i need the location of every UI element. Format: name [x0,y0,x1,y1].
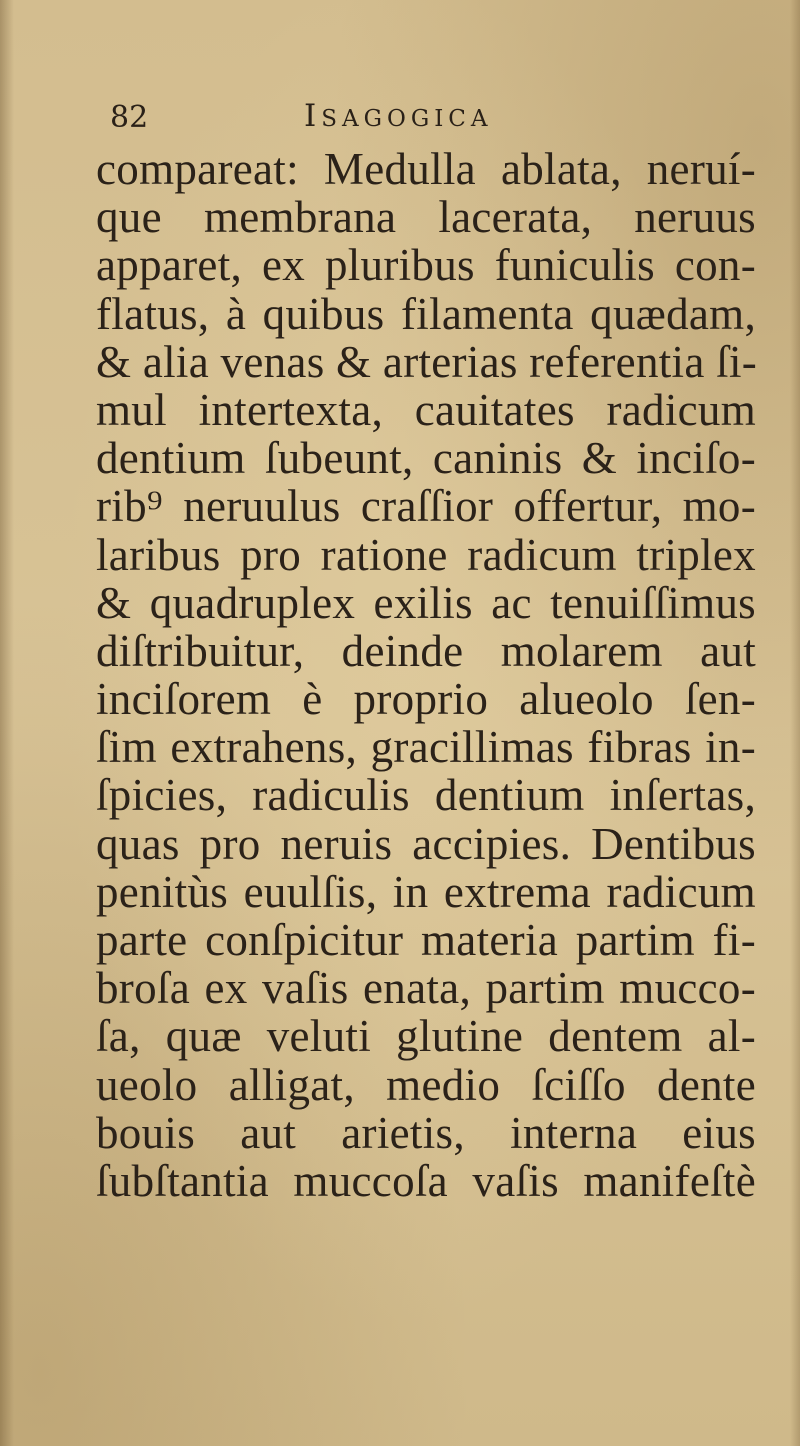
text-line: parte conſpicitur materia partim fi- [96,915,756,965]
text-line: & quadruplex exilis ac tenuiſſimus [96,577,756,628]
text-line: laribus pro ratione radicum triplex [96,529,756,580]
text-line: mul intertexta, cauitates radicum [96,384,756,435]
running-head-rest: SAGOGICA [321,106,493,132]
text-line: penitùs euulſis, in extrema radicum [96,866,756,917]
text-line: ueolo alligat, medio ſciſſo dente [96,1059,756,1110]
text-line: ſubſtantia muccoſa vaſis manifeſtè [96,1155,756,1206]
running-head-initial: I [304,98,322,134]
text-line: ſim extrahens, gracillimas fibras in- [96,722,756,773]
text-line: ſa, quæ veluti glutine dentem al- [96,1011,756,1062]
text-line: que membrana lacerata, neruus [96,192,756,243]
text-line: bouis aut arietis, interna eius [96,1107,756,1158]
text-line: diſtribuitur, deinde molarem aut [96,625,756,676]
text-line: rib⁹ neruulus craſſior offertur, mo- [96,481,756,532]
text-line: & alia venas & arterias referentia ſi- [96,336,758,387]
text-line: dentium ſubeunt, caninis & inciſo- [96,433,756,484]
page-number: 82 [110,100,149,135]
body-text [96,145,756,1205]
text-line: broſa ex vaſis enata, partim mucco- [96,963,756,1014]
running-head [304,98,493,134]
text-line: apparet, ex pluribus funiculis con- [96,240,756,291]
text-line: compareat: Medulla ablata, neruí- [96,144,756,194]
text-line: inciſorem è proprio alueolo ſen- [96,674,756,725]
text-line: quas pro neruis accipies. Dentibus [96,818,756,869]
text-line: flatus, à quibus filamenta quædam, [96,288,756,339]
text-line: ſpicies, radiculis dentium inſertas, [96,770,756,821]
page-header [106,96,746,140]
